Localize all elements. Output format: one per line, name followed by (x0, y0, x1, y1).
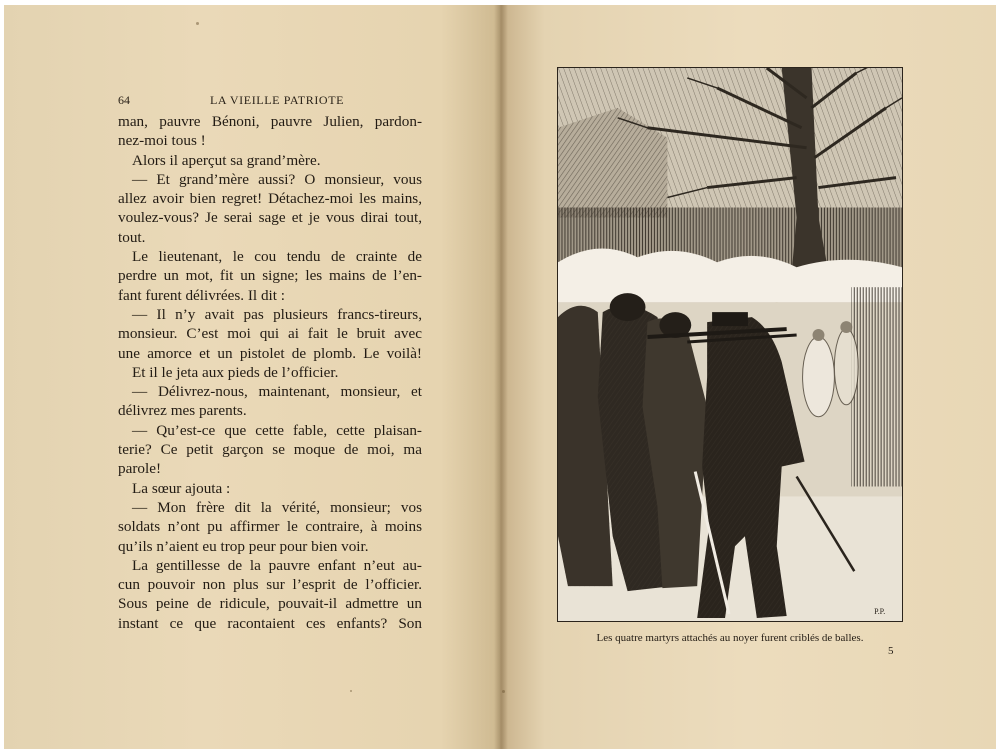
text-line: une amorce et un pistolet de plomb. Le voilà! (118, 344, 422, 362)
text-line: instant ce que racontaient ces enfants? Son (118, 614, 422, 632)
text-line: Sous peine de ridicule, pouvait-il admettre un (118, 595, 422, 613)
text-line: voulez-vous? Je serai sage et je vous dirai tout, (118, 209, 422, 227)
right-page-number: 5 (888, 645, 894, 657)
text-line: allez avoir bien regret! Détachez-moi les mains, (118, 190, 422, 208)
text-line: Et il le jeta aux pieds de l’officier. (132, 363, 339, 381)
book-gutter (494, 5, 508, 749)
text-line: — Délivrez-nous, maintenant, monsieur, et (132, 383, 422, 401)
text-line: soldats n’ont pu affirmer le contraire, à moins (118, 518, 422, 536)
text-line: — Qu’est-ce que cette fable, cette plaisan- (132, 421, 422, 439)
text-line: terie? Ce petit garçon se moque de moi, ma (118, 441, 422, 459)
text-line: cun pouvoir non plus sur l’esprit de l’officier. (118, 576, 422, 594)
text-line: — Mon frère dit la vérité, monsieur; vos (132, 498, 422, 516)
paper-speck (196, 22, 199, 25)
text-line: La gentillesse de la pauvre enfant n’eut au- (132, 556, 422, 574)
text-line: — Et grand’mère aussi? O monsieur, vous (132, 170, 422, 188)
text-line: tout. (118, 228, 146, 246)
text-line: qu’ils n’aient eu trop peur pour bien voir. (118, 537, 369, 555)
engraving-illustration (557, 67, 903, 622)
illustration-caption: Les quatre martyrs attachés au noyer furent criblés de balles. (596, 632, 864, 644)
text-line: La sœur ajouta : (132, 479, 231, 497)
text-line: fant furent délivrées. Il dit : (118, 286, 286, 304)
body-text (118, 112, 422, 633)
paper-speck (502, 690, 505, 693)
text-line: Le lieutenant, le cou tendu de crainte de (132, 248, 422, 266)
text-line: nez-moi tous ! (118, 132, 206, 150)
text-line: — Il n’y avait pas plusieurs francs-tireurs, (132, 305, 422, 323)
text-line: monsieur. C’est moi qui ai fait le bruit avec (118, 325, 422, 343)
illustration-signature: P.P. (874, 607, 886, 617)
text-line: Alors il aperçut sa grand’mère. (132, 151, 321, 169)
running-title: LA VIEILLE PATRIOTE (210, 93, 345, 107)
text-line: délivrez mes parents. (118, 402, 247, 420)
text-line: man, pauvre Bénoni, pauvre Julien, pardon- (118, 113, 422, 130)
paper-speck (350, 690, 352, 692)
left-page-number: 64 (118, 93, 130, 107)
text-line: perdre un mot, fit un signe; les mains de l’en- (118, 267, 422, 285)
text-line: parole! (118, 460, 162, 478)
firing-squad-engraving (558, 68, 902, 621)
